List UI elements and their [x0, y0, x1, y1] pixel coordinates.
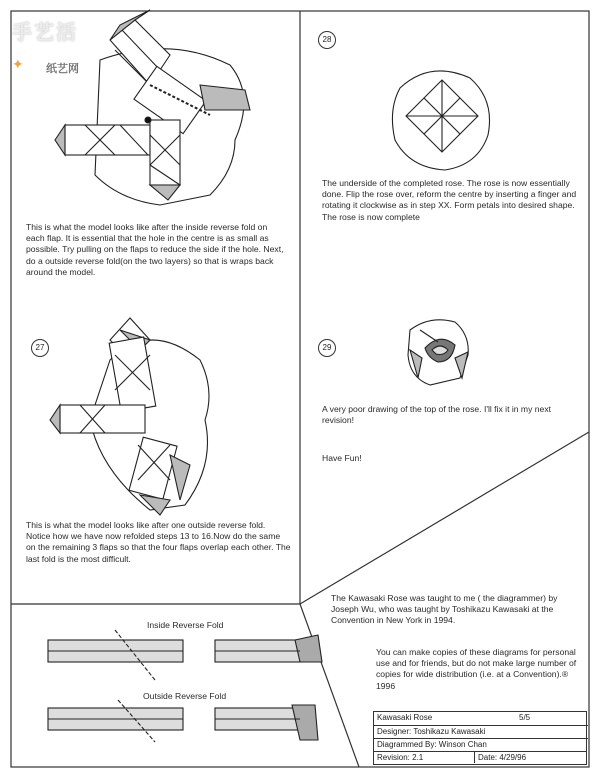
- outside-reverse-fold-label: Outside Reverse Fold: [143, 691, 227, 701]
- date-cell: Date: 4/29/96: [474, 751, 586, 763]
- step28-number: 28: [318, 31, 336, 49]
- step28-text: The underside of the completed rose. The rose is now essentially done. Flip the rose over, reform the centre by inserting a finger and rotating it clockwise as in step XX. Form petals into desired shape. The rose is now complete: [322, 178, 577, 222]
- title-block: [373, 711, 587, 765]
- watermark-title: 手艺活: [12, 22, 78, 44]
- watermark-logo-icon: ✦: [12, 56, 24, 72]
- step29-extra-text: Have Fun!: [322, 453, 362, 463]
- page-number: 5/5: [519, 713, 531, 722]
- copyright-text: You can make copies of these diagrams for personal use and for friends, but do not make large number of copies for wide distribution (i.e. at a Convention).® 1996: [376, 647, 577, 691]
- revision-cell: Revision: 2.1: [374, 751, 474, 763]
- step29-text: A very poor drawing of the top of the rose. I'll fix it in my next revision!: [322, 404, 552, 426]
- diagrammer-row: Diagrammed By: Winson Chan: [374, 738, 588, 750]
- watermark-subtitle: 纸艺网: [46, 63, 79, 75]
- model-name: Kawasaki Rose: [377, 713, 433, 722]
- credits-text: The Kawasaki Rose was taught to me ( the diagrammer) by Joseph Wu, who was taught by Toshikazu Kawasaki at the Convention in New York in 1994.: [331, 593, 558, 626]
- step26-text: This is what the model looks like after the inside reverse fold on each flap. It is essential that the hole in the centre is as small as possible. Try pulling on the flaps to reduce the side if the hole. Next, do a outside reverse fold(on the two layers) so that is wraps back around the model.: [26, 222, 284, 277]
- title-block-model-row: [374, 712, 588, 724]
- step27-number: 27: [31, 339, 49, 357]
- inside-reverse-fold-label: Inside Reverse Fold: [147, 620, 224, 630]
- step29-number: 29: [318, 339, 336, 357]
- step27-text: This is what the model looks like after one outside reverse fold. Notice how we have now refolded steps 13 to 16.Now do the same on the remaining 3 flaps so that the four flaps overlap each other. The last fold is the most difficult.: [26, 520, 291, 564]
- designer-row: Designer: Toshikazu Kawasaki: [374, 725, 588, 737]
